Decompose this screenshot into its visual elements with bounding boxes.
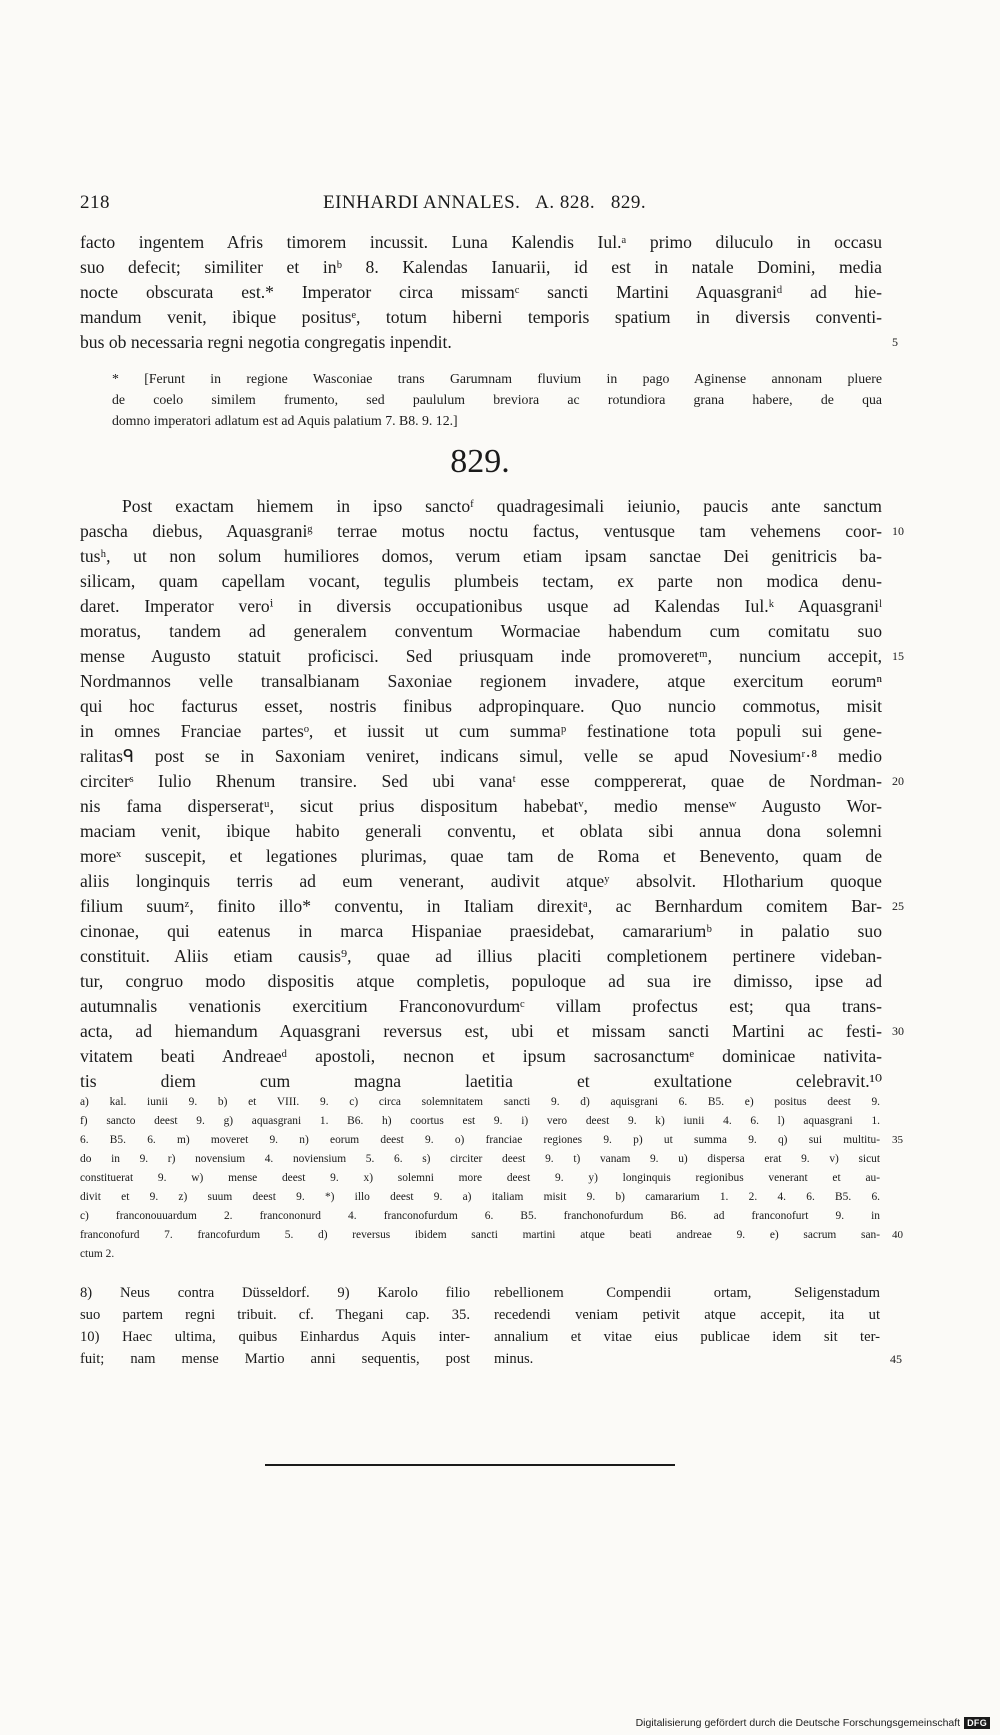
note-line: domno imperatori adlatum est ad Aquis palatium 7. B8. 9. 12.]	[112, 413, 458, 428]
variant-line: constituerat 9. w) mense deest 9. x) solemni more deest 9. y) longinquis regionibus venerant et au-	[80, 1172, 880, 1184]
footnote-line: minus. 45	[494, 1348, 880, 1370]
footer-text: Digitalisierung gefördert durch die Deutsche Forschungsgemeinschaft	[635, 1717, 961, 1729]
variant-readings	[80, 1093, 903, 1264]
running-header	[80, 192, 880, 218]
line-number: 20	[892, 774, 904, 788]
text-line: qui hoc facturus esset, nostris finibus adpropinquare. Quo nuncio commotus, misit	[80, 696, 882, 716]
variant-line: f) sancto deest 9. g) aquasgrani 1. B6. h) coortus est 9. i) vero deest 9. k) iunii 4. 6. l) aquasgrani 1.	[80, 1115, 880, 1127]
text-line: bus ob necessaria regni negotia congregatis inpendit. 5	[80, 330, 882, 355]
text-line: tusʰ, ut non solum humiliores domos, verum etiam ipsam sanctae Dei genitricis ba-	[80, 546, 882, 566]
text-line: cinonae, qui eatenus in marca Hispaniae praesidebat, camarariumᵇ in palatio suo	[80, 921, 882, 941]
footnote-line: 8) Neus contra Düsseldorf. 9) Karolo filio	[80, 1285, 470, 1301]
text-line: ralitasᑫ post se in Saxoniam veniret, indicans simul, velle se apud Novesiumʳ·⁸ medio	[80, 746, 882, 766]
footnotes-left	[80, 1282, 470, 1370]
text-line: maciam venit, ibique habito generali conventu, et oblata sibi annua dona solemni	[80, 821, 882, 841]
text-line: Nordmannos velle transalbianam Saxoniae regionem invadere, atque exercitum eorumⁿ	[80, 671, 882, 691]
text-line: silicam, quam capellam vocant, tegulis plumbeis tectam, ex parte non modica denu-	[80, 571, 882, 591]
text-line: acta, ad hiemandum Aquasgrani reversus est, ubi et missam sancti Martini ac festi- 30	[80, 1019, 882, 1044]
end-rule	[265, 1464, 675, 1466]
text-line: constituit. Aliis etiam causis⁹, quae ad illius placiti completionem pertinere videban-	[80, 946, 882, 966]
variant-line: ctum 2.	[80, 1248, 115, 1260]
variant-line: a) kal. iunii 9. b) et VIII. 9. c) circa solemnitatem sancti 9. d) aquisgrani 6. B5. e) positus deest 9.	[80, 1096, 880, 1108]
variant-line: 6. B5. 6. m) moveret 9. n) eorum deest 9. o) franciae regiones 9. p) ut summa 9. q) sui multitu- 35	[80, 1131, 880, 1150]
year-heading: 829.	[450, 443, 510, 480]
line-number: 35	[892, 1134, 903, 1146]
text-line: moreˣ suscepit, et legationes plurimas, quae tam de Roma et Benevento, quam de	[80, 846, 882, 866]
running-title: EINHARDI ANNALES. A. 828. 829.	[323, 192, 647, 213]
variant-line: franconofurd 7. francofurdum 5. d) reversus ibidem sancti martini atque beati andreae 9. e) sacrum san- 40	[80, 1226, 880, 1245]
footnote-line: fuit; nam mense Martio anni sequentis, post	[80, 1351, 470, 1367]
text-line: nocte obscurata est.* Imperator circa missamᶜ sancti Martini Aquasgraniᵈ ad hie-	[80, 282, 882, 302]
text-line: suo defecit; similiter et inᵇ 8. Kalendas Ianuarii, id est in natale Domini, media	[80, 257, 882, 277]
text-line: facto ingentem Afris timorem incussit. Luna Kalendis Iul.ᵃ primo diluculo in occasu	[80, 232, 882, 252]
text-line: autumnalis venationis exercitium Franconovurdumᶜ villam profectus est; qua trans-	[80, 996, 882, 1016]
footnote-line: recedendi veniam petivit atque accepit, ita ut	[494, 1307, 880, 1323]
footnote-line: rebellionem Compendii ortam, Seligenstadum	[494, 1285, 880, 1301]
text-line: Post exactam hiemem in ipso sanctoᶠ quadragesimali ieiunio, paucis ante sanctum	[122, 496, 882, 516]
interpolation-note	[112, 368, 882, 431]
text-line: filium suumᶻ, finito illo* conventu, in Italiam direxitᵃ, ac Bernhardum comitem Bar- 25	[80, 894, 882, 919]
note-line: de coelo similem frumento, sed paululum breviora ac rotundiora grana habere, de qua	[112, 392, 882, 407]
text-line: aliis longinquis terris ad eum venerant, audivit atqueʸ absolvit. Hlotharium quoque	[80, 871, 882, 891]
text-line: daret. Imperator veroⁱ in diversis occupationibus usque ad Kalendas Iul.ᵏ Aquasgraniˡ	[80, 596, 882, 616]
footnote-line: 10) Haec ultima, quibus Einhardus Aquis inter-	[80, 1329, 470, 1345]
footnotes-right	[494, 1282, 902, 1370]
line-number: 10	[892, 524, 904, 538]
text-line: moratus, tandem ad generalem conventum Wormaciae habendum cum comitatu suo	[80, 621, 882, 641]
text-line: circiterˢ Iulio Rhenum transire. Sed ubi vanaᵗ esse comppererat, quae de Nordman- 20	[80, 769, 882, 794]
variant-line: divit et 9. z) suum deest 9. *) illo deest 9. a) italiam misit 9. b) camararium 1. 2. 4. 6. B5. 6.	[80, 1191, 880, 1203]
text-line: nis fama disperseratᵘ, sicut prius dispositum habebatᵛ, medio menseʷ Augusto Wor-	[80, 796, 882, 816]
note-line: * [Ferunt in regione Wasconiae trans Garumnam fluvium in pago Aginense annonam pluere	[112, 371, 882, 386]
digitization-footer	[636, 1715, 990, 1731]
text-line: mense Augusto statuit proficisci. Sed priusquam inde promoveretᵐ, nuncium accepit, 15	[80, 644, 882, 669]
text-line: pascha diebus, Aquasgraniᵍ terrae motus noctu factus, ventusque tam vehemens coor- 10	[80, 519, 882, 544]
dfg-logo: DFG	[964, 1717, 990, 1729]
text-line: tis diem cum magna laetitia et exultatione celebravit.¹⁰	[80, 1071, 882, 1091]
page-number: 218	[80, 192, 110, 213]
intro-paragraph	[80, 230, 898, 355]
line-number: 5	[892, 335, 898, 349]
line-number: 15	[892, 649, 904, 663]
line-number: 45	[890, 1352, 902, 1366]
variant-line: do in 9. r) novensium 4. noviensium 5. 6. s) circiter deest 9. t) vanam 9. u) dispersa erat 9. v) sicut	[80, 1153, 880, 1165]
line-number: 30	[892, 1024, 904, 1038]
text-line: mandum venit, ibique positusᵉ, totum hiberni temporis spatium in diversis conventi-	[80, 307, 882, 327]
text-line: tur, congruo modo dispositis atque completis, populoque ad sua ire dimisso, ipse ad	[80, 971, 882, 991]
text-line: in omnes Franciae partesᵒ, et iussit ut cum summaᵖ festinatione tota populi sui gene-	[80, 721, 882, 741]
line-number: 25	[892, 899, 904, 913]
footnote-line: annalium et vitae eius publicae idem sit ter-	[494, 1329, 880, 1345]
footnote-line: suo partem regni tribuit. cf. Thegani cap. 35.	[80, 1307, 470, 1323]
line-number: 40	[892, 1229, 903, 1241]
text-line: vitatem beati Andreaeᵈ apostoli, necnon et ipsum sacrosanctumᵉ dominicae nativita-	[80, 1046, 882, 1066]
variant-line: c) franconouuardum 2. francononurd 4. franconofurdum 6. B5. franchonofurdum B6. ad franconofurt 9. in	[80, 1210, 880, 1222]
